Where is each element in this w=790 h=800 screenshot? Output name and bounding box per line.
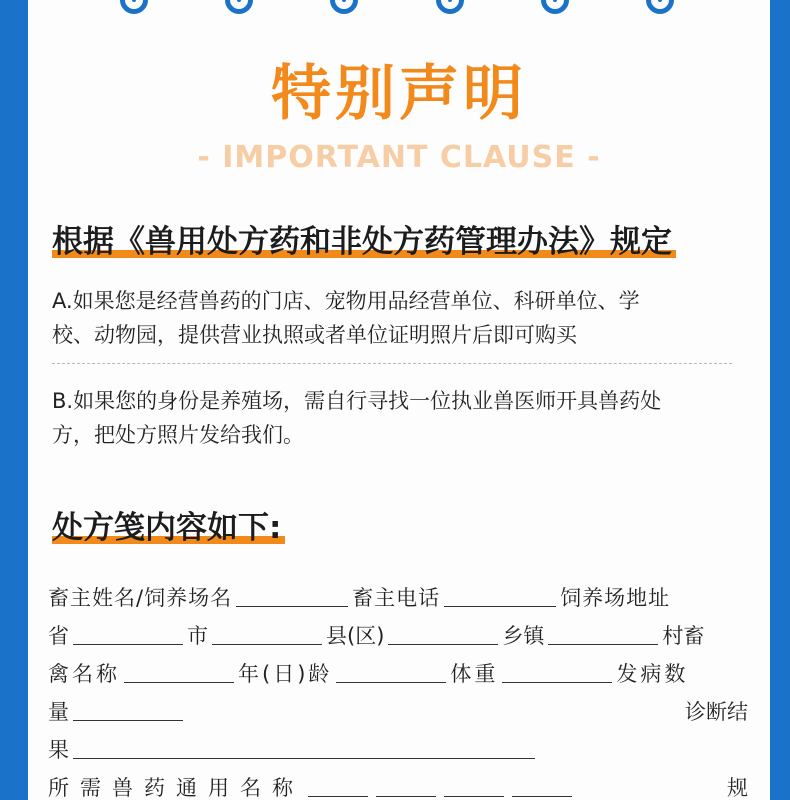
blank-field[interactable] — [388, 630, 498, 645]
clause-card — [28, 0, 770, 800]
prescription-heading: 处方笺内容如下: — [52, 508, 281, 548]
page-subtitle: - IMPORTANT CLAUSE - — [197, 140, 601, 175]
clause-b: B.如果您的身份是养殖场，需自行寻找一位执业兽医师开具兽药处 方，把处方照片发给我们。 — [52, 389, 662, 447]
binder-ring-icon — [330, 0, 358, 14]
page-title: 特别声明 — [271, 59, 527, 129]
blank-field[interactable] — [236, 592, 348, 607]
form-row-3: 禽名称 年(日)龄 体重 发病数 — [48, 662, 689, 686]
blank-field[interactable] — [512, 782, 572, 797]
blank-field[interactable] — [336, 668, 446, 683]
blank-field[interactable] — [308, 782, 368, 797]
binder-ring-icon — [436, 0, 464, 14]
blank-field[interactable] — [444, 782, 504, 797]
blank-field[interactable] — [548, 630, 658, 645]
blank-field[interactable] — [376, 782, 436, 797]
clause-a: A.如果您是经营兽药的门店、宠物用品经营单位、科研单位、学 校、动物园，提供营业执照或者单位证明照片后即可购买 — [52, 289, 640, 347]
blank-field[interactable] — [73, 630, 183, 645]
form-row-5: 果 — [48, 732, 748, 768]
form-row-1: 畜主姓名/饲养场名 畜主电话 饲养场地址 — [48, 586, 671, 610]
form-row-2: 省 市 县(区) 乡镇 村畜 — [48, 624, 705, 648]
divider — [52, 363, 732, 364]
blank-field[interactable] — [73, 706, 183, 721]
binder-ring-icon — [120, 0, 148, 14]
binder-ring-icon — [541, 0, 569, 14]
blank-field[interactable] — [502, 668, 612, 683]
form-row-4: 量 诊断结 — [48, 700, 748, 724]
blank-field[interactable] — [212, 630, 322, 645]
blank-field[interactable] — [444, 592, 556, 607]
binder-ring-icon — [225, 0, 253, 14]
blank-field[interactable] — [124, 668, 234, 683]
binder-ring-icon — [646, 0, 674, 14]
form-row-6: 所需兽药通用名称 规 — [48, 776, 748, 800]
blank-field[interactable] — [73, 744, 535, 759]
regulation-heading: 根据《兽用处方药和非处方药管理办法》规定 — [52, 222, 672, 262]
